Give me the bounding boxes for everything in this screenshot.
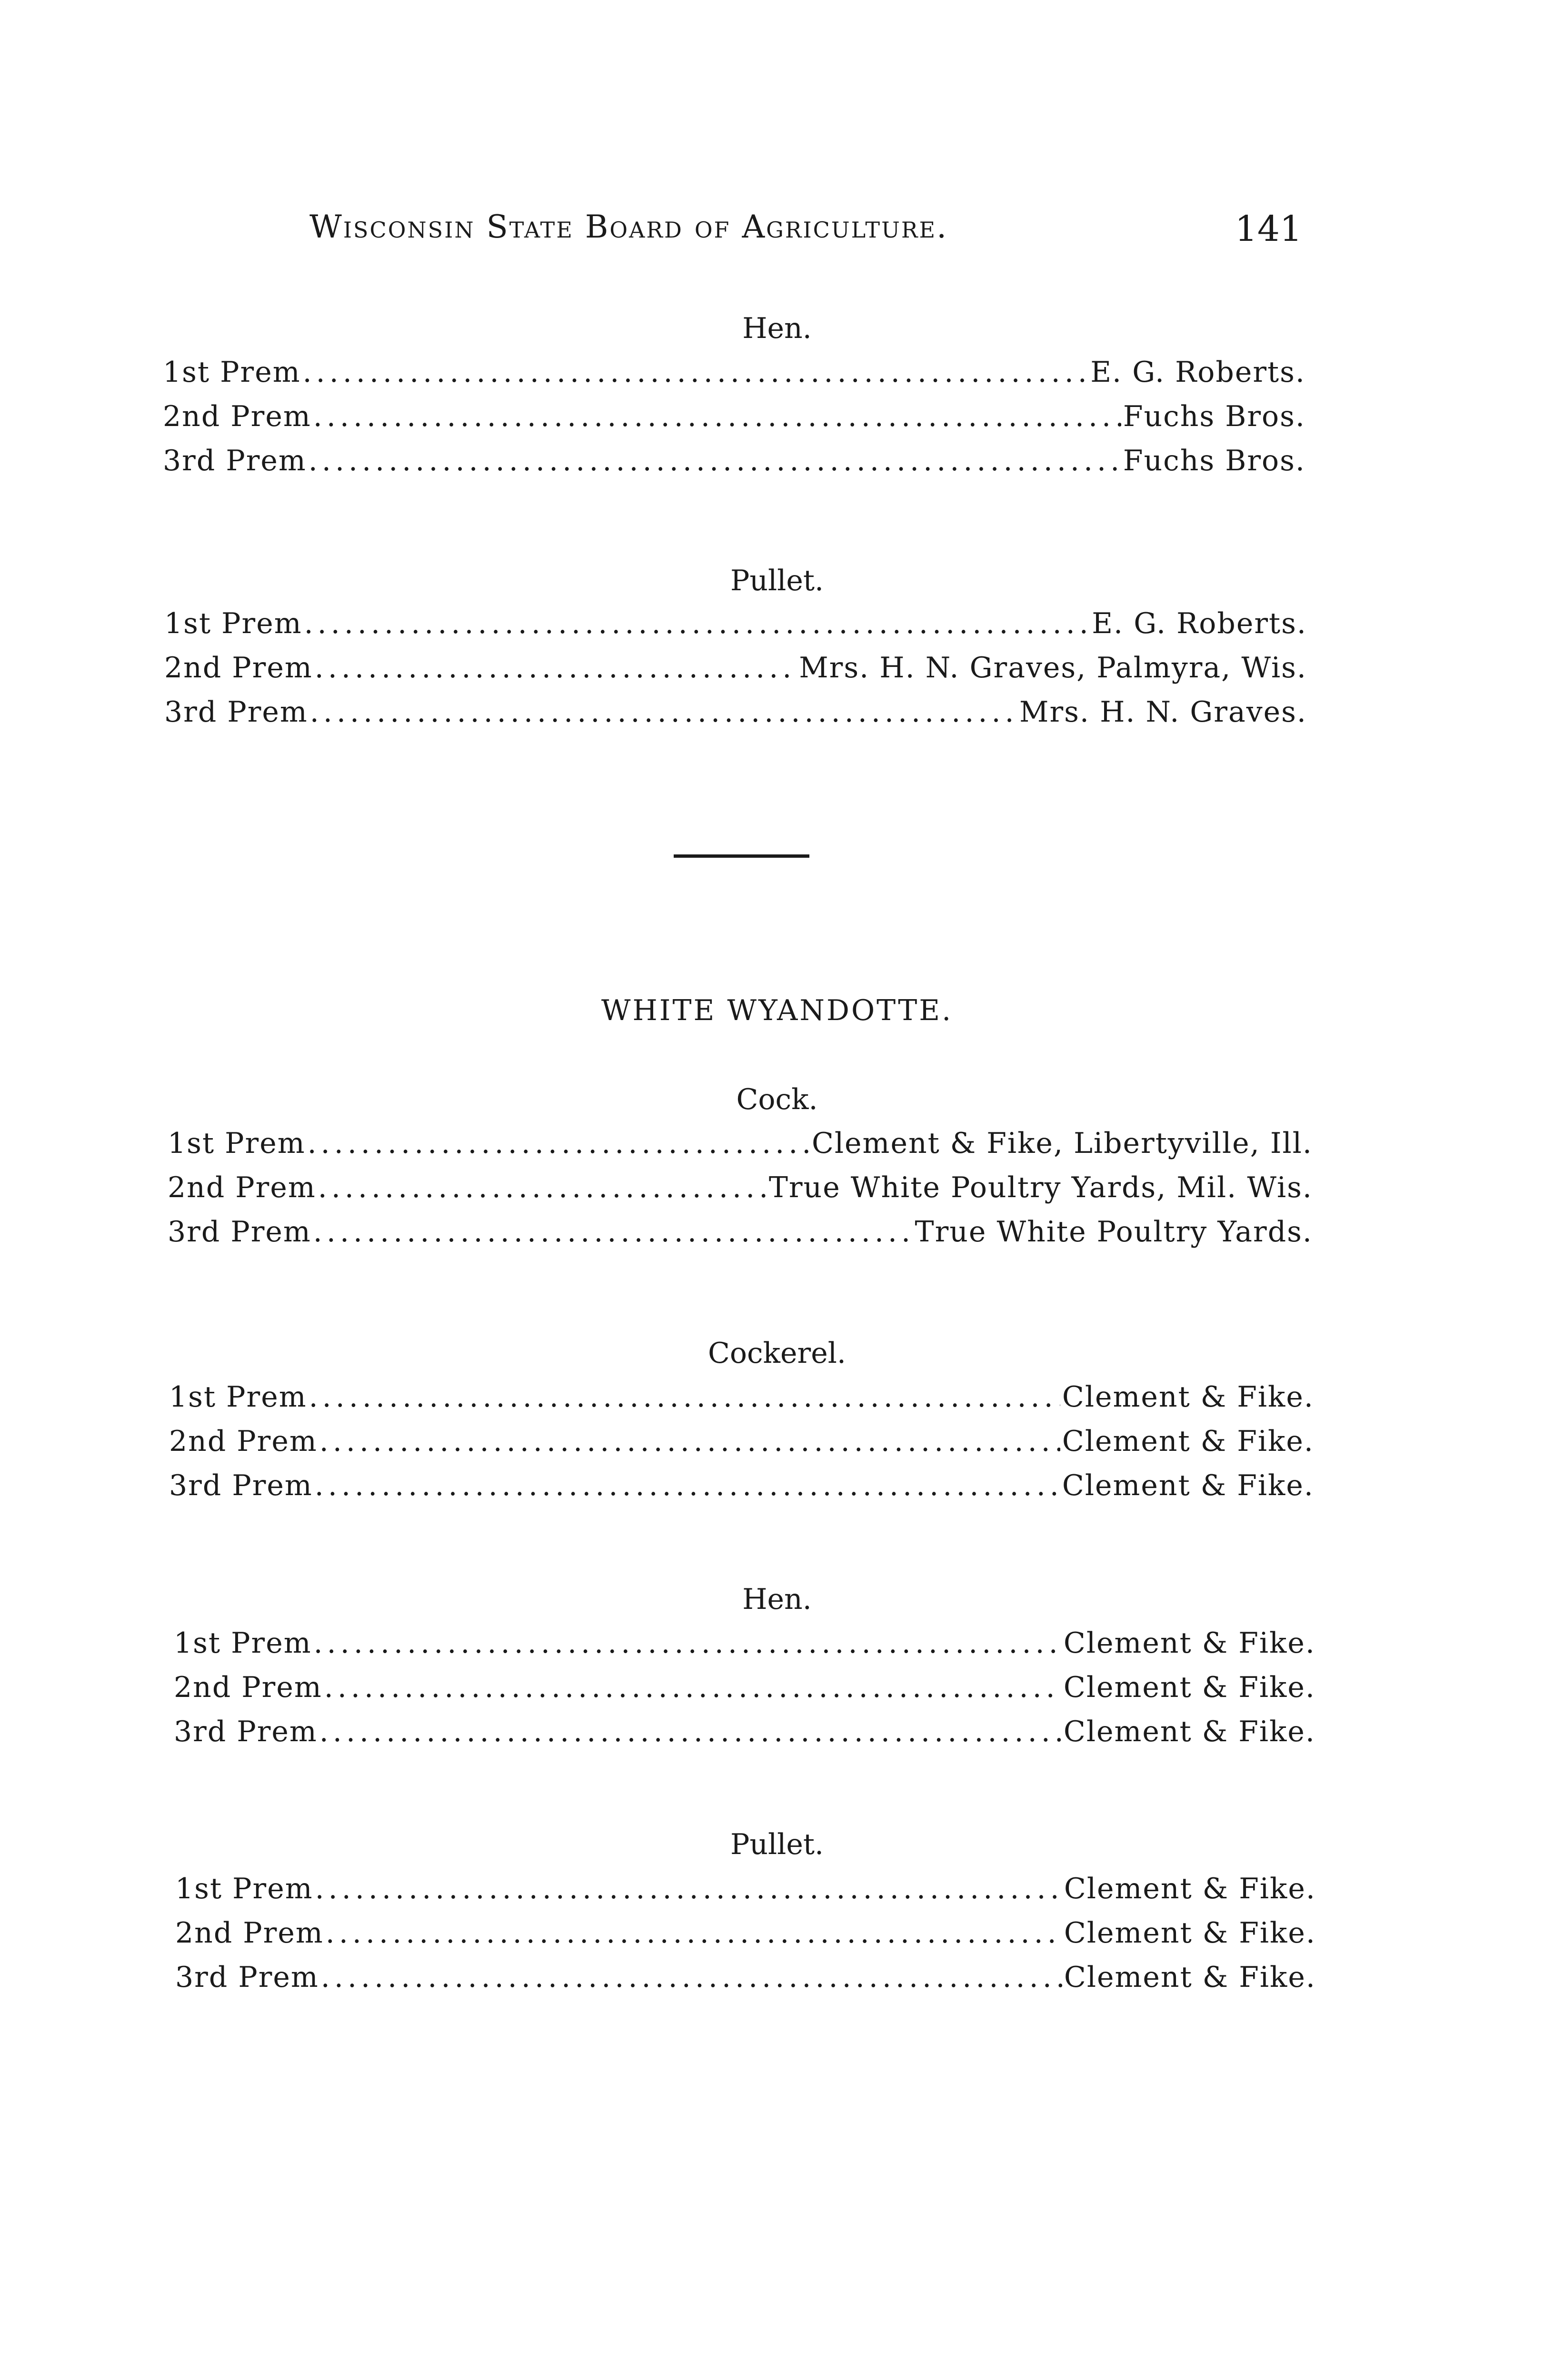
section-heading-hen: Hen.: [742, 312, 812, 345]
leader-dots: [321, 1958, 1062, 1996]
premium-winner: True White Poultry Yards, Mil. Wis.: [768, 1171, 1313, 1204]
leader-dots: [315, 649, 797, 687]
premium-winner: Clement & Fike.: [1064, 1872, 1316, 1905]
premium-entry: [164, 693, 1307, 731]
section-divider: [674, 854, 809, 858]
section-heading-cock: Cock.: [736, 1083, 818, 1116]
premium-winner: Clement & Fike.: [1063, 1715, 1315, 1748]
premium-entry: [163, 397, 1305, 436]
breed-title: WHITE WYANDOTTE.: [601, 994, 953, 1027]
leader-dots: [310, 693, 1017, 731]
premium-place: 2nd Prem: [168, 1171, 316, 1204]
premium-place: 3rd Prem: [168, 1215, 311, 1249]
premium-place: 2nd Prem: [164, 651, 313, 684]
premium-winner: Clement & Fike.: [1062, 1380, 1314, 1414]
premium-entry: [168, 1124, 1313, 1162]
premium-entry: [163, 442, 1305, 480]
premium-place: 3rd Prem: [169, 1469, 313, 1502]
leader-dots: [315, 1870, 1062, 1908]
leader-dots: [315, 1467, 1060, 1505]
premium-winner: Clement & Fike.: [1062, 1425, 1314, 1458]
premium-place: 1st Prem: [163, 356, 301, 389]
leader-dots: [313, 1213, 913, 1251]
premium-place: 3rd Prem: [163, 444, 307, 477]
premium-entry: [164, 649, 1307, 687]
premium-entry: [168, 1169, 1313, 1207]
leader-dots: [324, 1668, 1062, 1706]
running-head: [309, 208, 1302, 256]
premium-place: 1st Prem: [169, 1380, 307, 1414]
premium-place: 1st Prem: [164, 607, 302, 640]
premium-entry: [174, 1624, 1315, 1662]
section-heading-pullet: Pullet.: [730, 1828, 824, 1861]
premium-winner: Mrs. H. N. Graves, Palmyra, Wis.: [799, 651, 1307, 684]
premium-entry: [169, 1467, 1314, 1505]
premium-winner: Clement & Fike.: [1063, 1671, 1315, 1704]
leader-dots: [304, 605, 1090, 643]
leader-dots: [303, 353, 1089, 391]
premium-entry: [169, 1378, 1314, 1416]
leader-dots: [309, 1378, 1060, 1416]
premium-winner: Clement & Fike.: [1063, 1626, 1315, 1660]
premium-place: 2nd Prem: [163, 400, 311, 433]
leader-dots: [314, 1624, 1062, 1662]
premium-winner: Clement & Fike.: [1064, 1916, 1316, 1950]
premium-winner: Clement & Fike.: [1064, 1961, 1316, 1994]
premium-winner: E. G. Roberts.: [1092, 607, 1307, 640]
premium-place: 3rd Prem: [174, 1715, 318, 1748]
premium-place: 1st Prem: [174, 1626, 312, 1660]
premium-place: 1st Prem: [175, 1872, 313, 1905]
premium-place: 3rd Prem: [175, 1961, 319, 1994]
section-heading-pullet: Pullet.: [730, 564, 824, 597]
premium-entry: [169, 1422, 1314, 1460]
premium-entry: [175, 1870, 1316, 1908]
premium-place: 3rd Prem: [164, 695, 308, 729]
premium-winner: Fuchs Bros.: [1123, 400, 1305, 433]
premium-place: 1st Prem: [168, 1127, 306, 1160]
premium-winner: Clement & Fike.: [1062, 1469, 1314, 1502]
leader-dots: [318, 1169, 767, 1207]
premium-entry: [174, 1713, 1315, 1751]
premium-entry: [164, 605, 1307, 643]
premium-winner: Mrs. H. N. Graves.: [1019, 695, 1307, 729]
section-heading-cockerel: Cockerel.: [708, 1337, 846, 1370]
page-number: 141: [1235, 208, 1302, 249]
premium-entry: [168, 1213, 1313, 1251]
premium-winner: Fuchs Bros.: [1123, 444, 1305, 477]
premium-place: 2nd Prem: [174, 1671, 322, 1704]
leader-dots: [319, 1713, 1062, 1751]
running-title: Wisconsin State Board of Agriculture.: [309, 208, 948, 245]
leader-dots: [313, 397, 1121, 436]
leader-dots: [319, 1422, 1060, 1460]
premium-winner: E. G. Roberts.: [1090, 356, 1305, 389]
premium-winner: True White Poultry Yards.: [915, 1215, 1313, 1249]
premium-entry: [175, 1914, 1316, 1952]
section-heading-hen: Hen.: [742, 1583, 812, 1616]
premium-place: 2nd Prem: [175, 1916, 324, 1950]
premium-entry: [175, 1958, 1316, 1996]
premium-entry: [174, 1668, 1315, 1706]
premium-place: 2nd Prem: [169, 1425, 318, 1458]
leader-dots: [308, 1124, 810, 1162]
premium-winner: Clement & Fike, Libertyville, Ill.: [811, 1127, 1313, 1160]
leader-dots: [309, 442, 1121, 480]
leader-dots: [326, 1914, 1062, 1952]
premium-entry: [163, 353, 1305, 391]
